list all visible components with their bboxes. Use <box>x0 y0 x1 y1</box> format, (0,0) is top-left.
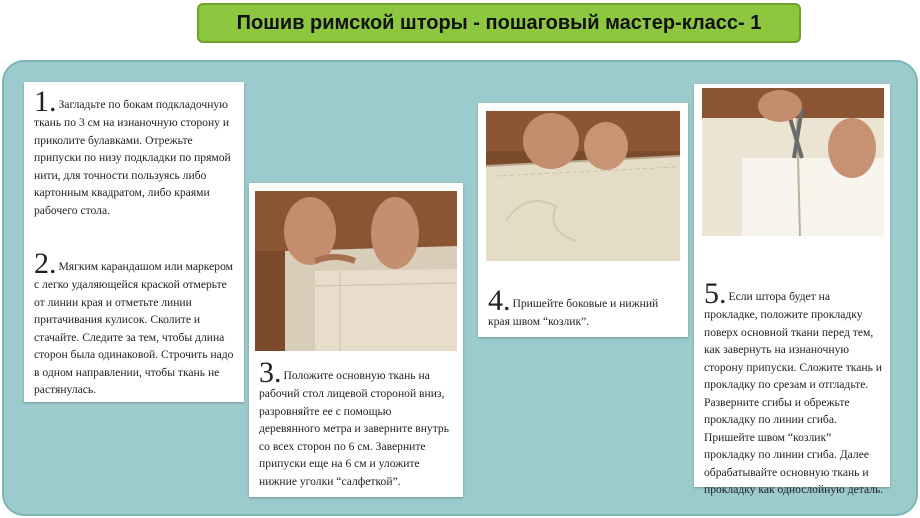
step-card-4 <box>478 103 688 337</box>
step-1-text: Загладьте по бокам подкладочную ткань по 3 см на изнаночную сторону и приколите булавками. Отрежьте припуски по низу подкладки по прямой нити, для точности пользуясь либо картонным квадратом, либо краями рабочего стола. <box>34 98 231 217</box>
step-4-text: Пришейте боковые и нижний края швом “козлик”. <box>488 297 659 328</box>
step-3-photo <box>255 191 457 351</box>
step-4 <box>488 284 680 331</box>
step-card-5 <box>694 84 890 496</box>
step-5-number: 5. <box>704 277 727 310</box>
step-2-number: 2. <box>34 247 57 280</box>
step-5 <box>704 277 884 499</box>
step-5-photo <box>702 88 884 236</box>
step-2-text: Мягким карандашом или маркером с легко удаляющейся краской отмерьте от линии края и отметьте линии притачивания кулисок. Сколите и стачайте. Следите за тем, чтобы длина сторон была одинаковой. Строчить надо в одном направлении, чтобы ткань не растянулась. <box>34 260 234 396</box>
step-4-number: 4. <box>488 284 511 317</box>
step-2 <box>34 247 238 399</box>
step-card-3 <box>249 183 463 497</box>
page-title: Пошив римской шторы - пошаговый мастер-класс- 1 <box>197 3 801 43</box>
step-5-text: Если штора будет на прокладке, положите прокладку поверх основной ткани перед тем, как завернуть на изнаночную сторону припуски. Сложите ткань и прокладку по срезам и отгладьте. Разверните сгибы и обрежьте прокладку по линии сгиба. Пришейте швом “козлик” прокладку по линии сгиба. Далее обрабатывайте основную ткань и прокладку как однослойную деталь. <box>704 290 884 496</box>
step-1 <box>34 85 238 219</box>
step-3-number: 3. <box>259 356 282 389</box>
step-3-text: Положите основную ткань на рабочий стол лицевой стороной вниз, разровняйте ее с помощью деревянного метра и заверните внутрь со всех сторон по 6 см. Заверните припуски еще на 6 см и уложите нижние уголки “салфеткой”. <box>259 369 450 488</box>
step-3 <box>259 356 455 490</box>
step-card-1-2 <box>24 82 244 402</box>
step-1-number: 1. <box>34 85 57 118</box>
step-4-photo <box>486 111 680 261</box>
